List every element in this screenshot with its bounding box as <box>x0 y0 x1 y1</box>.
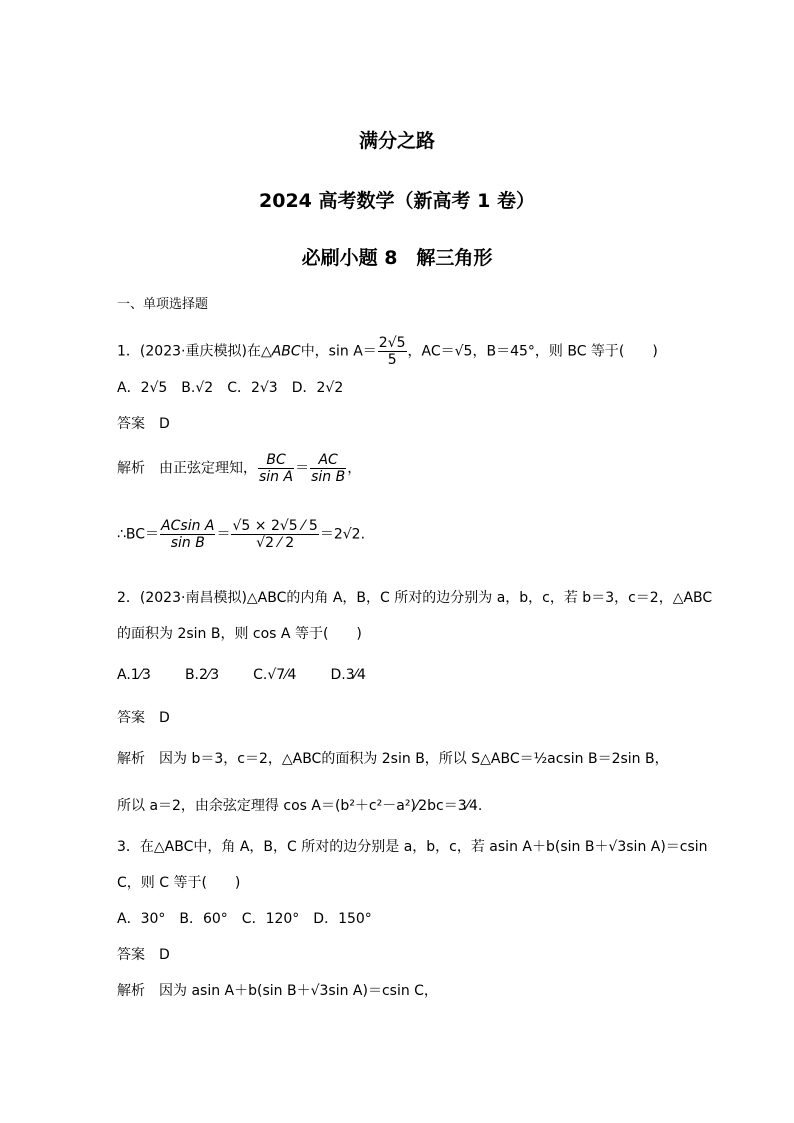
question-2-line-1: 2．(2023·南昌模拟)△ABC的内角 A，B，C 所对的边分别为 a，b，c，若 b＝3，c＝2，△ABC <box>117 590 713 606</box>
answer-label: 答案 <box>117 710 145 726</box>
q1-source: (2023·重庆模拟) <box>139 343 247 360</box>
q1-sol2-big-den: √2 ⁄ 2 <box>256 535 295 551</box>
analysis-label: 解析 <box>117 983 145 999</box>
q1-sol1-text: 由正弦定理知， <box>159 460 257 477</box>
q2-solution-line-1 <box>117 750 669 768</box>
q3-options: A．30° B．60° C．120° D．150° <box>117 911 372 927</box>
q1-sol2-big-num: √5 × 2√5 ⁄ 5 <box>232 518 318 534</box>
question-3-line-2: C，则 C 等于( ) <box>117 875 241 891</box>
q2-option-c: C.√7⁄4 <box>253 667 297 683</box>
q1-sol1-frac-2 <box>310 452 346 485</box>
section-heading: 一、单项选择题 <box>117 297 209 312</box>
q1-mid: 中，sin A＝ <box>300 343 377 360</box>
q3-answer-row <box>117 946 170 964</box>
q2-option-b: B.2⁄3 <box>184 667 220 683</box>
q2-sol1-text: 因为 b＝3，c＝2，△ABC的面积为 2sin B，所以 S△ABC＝½acsin B＝2sin B， <box>159 751 669 767</box>
q1-answer: D <box>159 416 170 432</box>
q3-answer: D <box>159 947 170 963</box>
answer-label: 答案 <box>117 416 145 432</box>
question-2-line-2: 的面积为 2sin B，则 cos A 等于( ) <box>117 626 362 642</box>
q1-sol2-result: ＝2√2. <box>319 526 366 543</box>
q2-solution-line-2: 所以 a＝2，由余弦定理得 cos A＝(b²＋c²－a²)⁄2bc＝3⁄4. <box>117 798 483 814</box>
q1-solution-line-1: 解析 由正弦定理知， $\frac{BC}{\text{sin A}}$ ＝ $\frac{AC}{\text{sin B}}$ ， <box>117 452 362 485</box>
q1-in: 在 <box>246 343 261 360</box>
q1-sol1-f1-den: sin A <box>259 469 294 485</box>
q1-frac-den: 5 <box>387 352 397 368</box>
series-title: 满分之路 <box>358 130 435 152</box>
q3-solution-line-1 <box>117 982 438 1000</box>
q1-sol2-compound-frac <box>231 518 318 551</box>
q1-answer-row <box>117 415 170 433</box>
q2-answer-row <box>117 709 170 727</box>
q2-answer: D <box>159 710 170 726</box>
q1-sol2-f1-num: ACsin A <box>161 518 215 534</box>
q3-sol1-text: 因为 asin A＋b(sin B＋√3sin A)＝csin C， <box>159 983 438 999</box>
q1-conditions: ，AC＝√5，B＝45°，则 BC 等于( ) <box>407 343 658 360</box>
q2-option-d: D.3⁄4 <box>330 667 366 683</box>
q2-options <box>117 666 366 684</box>
page-subtitle: 2024 高考数学（新高考 1 卷） <box>259 190 535 212</box>
topic-title: 必刷小题 8 解三角形 <box>301 247 493 269</box>
q1-sinA-fraction <box>378 335 407 368</box>
q1-sol1-f1-num: BC <box>258 452 294 469</box>
q1-sol2-frac <box>160 518 215 551</box>
q1-sol1-frac-1 <box>258 452 294 485</box>
answer-label: 答案 <box>117 947 145 963</box>
question-3-line-1: 3．在△ABC中，角 A，B，C 所对的边分别是 a，b，c，若 asin A＋b(sin B＋√3sin A)＝csin <box>117 839 708 855</box>
q1-options: A．2√5 B.√2 C．2√3 D．2√2 <box>117 380 344 396</box>
q1-sol1-f2-den: sin B <box>311 469 346 485</box>
q1-sol1-f2-num: AC <box>310 452 346 469</box>
q1-triangle: ABC <box>271 343 301 360</box>
question-1: 1．(2023·重庆模拟)在△ABC中，sin A＝ $\frac{2√5}{5}$ ，AC＝√5，B＝45°，则 BC 等于( ) <box>117 335 658 368</box>
analysis-label: 解析 <box>117 751 145 767</box>
q1-sol2-prefix: ∴BC＝ <box>117 526 160 543</box>
analysis-label: 解析 <box>117 460 145 477</box>
q1-frac-num: 2√5 <box>378 335 406 351</box>
q1-sol2-f1-den: sin B <box>170 535 205 551</box>
q2-option-a: A.1⁄3 <box>117 667 151 683</box>
q1-number: 1． <box>117 343 140 360</box>
q1-solution-line-2: ∴BC＝ $\frac{\text{ACsin A}}{\text{sin B}}$ ＝ $\frac{√5 \times 2√5 ⁄ 5}{√2 ⁄ 2}$ ＝2√2. <box>117 518 366 551</box>
